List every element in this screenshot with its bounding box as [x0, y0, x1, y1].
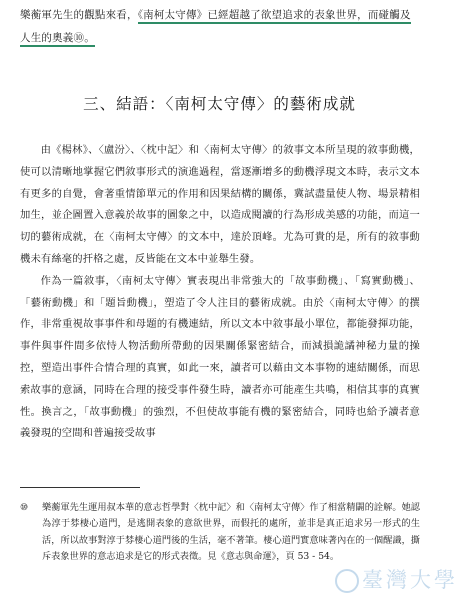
paragraph-2: 作為一篇敘事，〈南柯太守傳〉實表現出非常強大的「故事動機」、「寫實動機」、「藝術動機」和「題旨動機」，塑造了令人注目的藝術成就。由於〈南柯太守傳〉的撰作，非常重視故事事件和母題的有機連結，所以文本中敘事最小單位，都能發揮功能，事件與事件間多依恃人物活動所帶動的因果關係緊密結合，而減損詭譎神秘力量的操控，塑造出事件合情合理的真實，如此一來，讀者可以藉由文本事物的連結關係，而思索故事的意涵，同時在合理的接受事件發生時，讀者亦可能產生共鳴，相信其事的真實性。換言之，「故事動機」的強烈，不但使故事能有機的緊密結合，同時也給予讀者意義發現的空間和普遍接受故事 — [20, 274, 420, 440]
watermark-text: 臺灣大學 — [362, 568, 458, 592]
footnote-divider — [20, 487, 140, 488]
section-heading: 三、結語：〈南柯太守傳〉的藝術成就 — [83, 95, 356, 113]
watermark-seal-icon — [335, 569, 359, 593]
footnote-number: ⑩ — [20, 502, 29, 513]
carryover-end: 。 — [84, 32, 95, 44]
carryover-lead: 樂蘅軍先生的觀點來看， — [20, 9, 138, 21]
footnote — [20, 500, 420, 565]
underlined-text: 《南柯太守傳》已經超越了欲望追求的表象世界，而碰觸及人生的奧義 — [20, 9, 411, 44]
carryover-text — [20, 4, 420, 50]
footnote-text: 樂蘅軍先生運用叔本華的意志哲學對〈枕中記〉和〈南柯太守傳〉作了相當精闢的詮解。她認為淳于棼棲心道門，是逃開表象的意欲世界，而假托的處所，並非是真正追求另一形式的生活，所以故事對淳于棼棲心道門後的生活，毫不著筆。棲心道門實意味著內在的一個醒識，撕斥表象世界的意志追求是它的形式表徵。見《意志與命運》，頁 53 - 54。 — [42, 502, 420, 562]
watermark — [335, 564, 458, 598]
paragraph-1: 由《楊林》、〈盧汾〉、〈枕中記〉和〈南柯太守傳〉的敘事文本所呈現的敘事動機，使可以清晰地掌握它們敘事形式的演進過程，當逐漸增多的動機浮現文本時，表示文本有更多的自覺，會著重情節單元的作用和因果結構的關係，冀試盡量使人物、場景精相加生，並企圖置入意義於故事的圖象之中，以造成閱讀的行為形成美感的功能，而這一切的藝術成就，在〈南柯太守傳〉的文本中，達於頂峰。尤為可貴的是，所有的敘事動機未有絲毫的扞格之處，反皆能在文本中並舉生發。 — [20, 144, 420, 265]
note-reference: ⑩ — [73, 32, 85, 44]
body-text — [20, 140, 420, 445]
